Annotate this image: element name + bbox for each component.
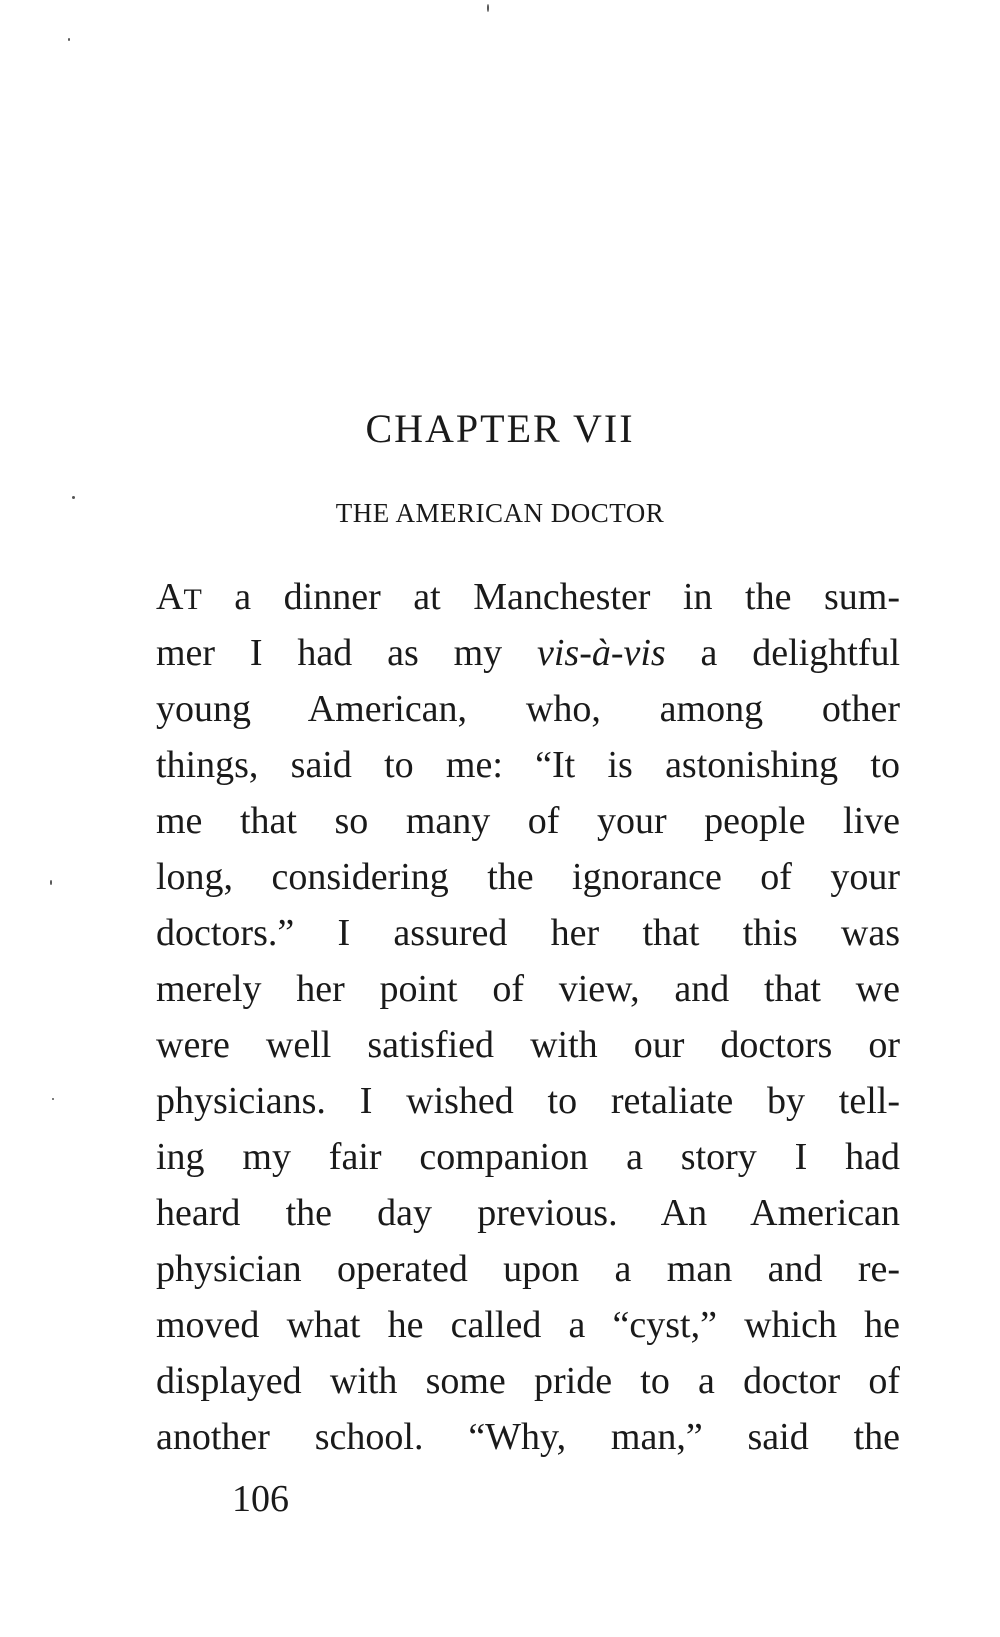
chapter-subtitle: THE AMERICAN DOCTOR — [335, 498, 665, 528]
text-line: moved what he called a “cyst,” which he — [156, 1304, 900, 1346]
text-line: AT a dinner at Manchester in the sum- — [156, 576, 900, 618]
italic-phrase: vis-à-vis — [536, 632, 666, 674]
text-line: young American, who, among other — [156, 688, 900, 730]
scan-speck — [50, 880, 52, 885]
scan-speck — [68, 38, 70, 41]
text-line: displayed with some pride to a doctor of — [156, 1360, 900, 1402]
text-line: me that so many of your people live — [156, 800, 900, 842]
chapter-body — [156, 569, 900, 1465]
text-line: long, considering the ignorance of your — [156, 856, 900, 898]
scan-speck — [487, 4, 489, 12]
chapter-title: CHAPTER VII — [365, 406, 635, 451]
text-line: ing my fair companion a story I had — [156, 1136, 900, 1178]
text-line: heard the day previous. An American — [156, 1192, 900, 1234]
drop-cap: AT — [156, 576, 202, 618]
text-line: doctors.” I assured her that this was — [156, 912, 900, 954]
scan-speck — [52, 1098, 54, 1100]
text-line: merely her point of view, and that we — [156, 968, 900, 1010]
text-line: mer I had as my vis-à-vis a delightful — [156, 632, 900, 674]
text-line: another school. “Why, man,” said the — [156, 1416, 900, 1458]
text-line: physician operated upon a man and re- — [156, 1248, 900, 1290]
page-number: 106 — [232, 1478, 289, 1520]
text-line: things, said to me: “It is astonishing to — [156, 744, 900, 786]
text-line: physicians. I wished to retaliate by tell- — [156, 1080, 900, 1122]
text-line: were well satisfied with our doctors or — [156, 1024, 900, 1066]
